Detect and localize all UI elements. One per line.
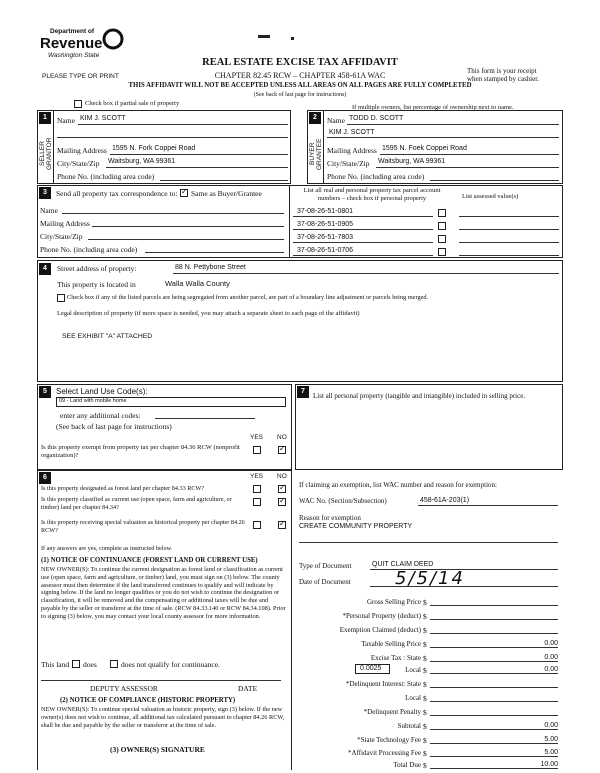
buyer-name2-value[interactable]: KIM J. SCOTT xyxy=(329,129,375,136)
excise-local-value[interactable]: 0.00 xyxy=(544,666,558,673)
total-row-line xyxy=(430,673,558,674)
local-rate-value: 0.0025 xyxy=(360,665,382,672)
s3-city-line xyxy=(88,239,284,240)
s6-no-header: NO xyxy=(277,473,287,480)
notice-2-title: (2) NOTICE OF COMPLIANCE (HISTORIC PROPERTY) xyxy=(60,697,236,704)
street-line xyxy=(173,273,559,274)
parcel-line xyxy=(293,255,433,256)
s3-phone-label: Phone No. (including area code) xyxy=(40,245,138,254)
currency-sign: $ xyxy=(423,736,427,745)
total-row-line xyxy=(430,661,558,662)
historic-question: Is this property receiving special valuation as historical property per chapter 84.26 RCW? xyxy=(41,519,245,534)
total-row-label: *Personal Property (deduct) xyxy=(342,612,421,620)
personal-property-label: List all personal property (tangible and intangible) included in selling price. xyxy=(313,392,526,400)
total-row-label: Subtotal xyxy=(397,722,421,730)
parcel-header-1: List all real and personal property tax parcel account xyxy=(303,187,441,194)
seller-city-label: City/State/Zip xyxy=(57,159,100,168)
seller-address-value[interactable]: 1595 N. Fork Coppei Road xyxy=(112,145,196,152)
same-as-buyer-checkbox[interactable] xyxy=(180,189,188,197)
parcel-line xyxy=(293,229,433,230)
total-row-line xyxy=(430,768,558,769)
street-label: Street address of property: xyxy=(57,264,137,273)
buyer-city-value[interactable]: Waitsburg, WA 99361 xyxy=(378,158,446,165)
exhibit-value[interactable]: SEE EXHIBIT "A" ATTACHED xyxy=(62,333,153,340)
total-row-label: *Delinquent Interest: State xyxy=(345,680,421,688)
street-value[interactable]: 88 N. Pettybone Street xyxy=(175,264,246,271)
deputy-date-label: DATE xyxy=(238,684,258,693)
land-use-see-back: (See back of last page for instructions) xyxy=(56,422,172,431)
forest-yes-checkbox[interactable] xyxy=(253,485,261,493)
form-warning: THIS AFFIDAVIT WILL NOT BE ACCEPTED UNLESS ALL AREAS ON ALL PAGES ARE FULLY COMPLETED xyxy=(128,82,472,89)
buyer-phone-line xyxy=(430,180,559,181)
if-yes-note: If any answers are yes, complete as instructed below. xyxy=(41,545,173,552)
buyer-phone-label: Phone No. (including area code) xyxy=(327,172,425,181)
total-row-line xyxy=(430,647,558,648)
parcel-personal-checkbox[interactable] xyxy=(438,222,446,230)
total-row-label: Gross Selling Price xyxy=(366,598,421,606)
tech-fee-value[interactable]: 5.00 xyxy=(544,736,558,743)
section-1-divider xyxy=(53,110,54,184)
land-use-value: 09 - Land with mobile home xyxy=(59,398,127,404)
total-row-label: Local xyxy=(405,666,421,674)
historic-no-checkbox[interactable] xyxy=(278,521,286,529)
section-1-number: 1 xyxy=(39,112,51,124)
seller-name-label: Name xyxy=(57,116,75,125)
currency-sign: $ xyxy=(423,761,427,770)
seller-city-line xyxy=(106,167,288,168)
total-row-line xyxy=(430,701,558,702)
same-as-buyer-label: Same as Buyer/Grantee xyxy=(191,189,262,198)
current-use-yes-checkbox[interactable] xyxy=(253,498,261,506)
section-3-number: 3 xyxy=(39,187,51,199)
total-row-line xyxy=(430,715,558,716)
wac-value[interactable]: 458-61A-203(1) xyxy=(420,497,470,504)
section-7-number: 7 xyxy=(297,386,309,398)
seller-name-line-2 xyxy=(57,137,288,138)
land-use-label: Select Land Use Code(s): xyxy=(56,387,148,396)
total-due-value[interactable]: 10.00 xyxy=(540,761,558,768)
form-title: REAL ESTATE EXCISE TAX AFFIDAVIT xyxy=(202,57,398,68)
exempt-question: Is this property exempt from property tax per chapter 84.36 RCW (nonprofit organization)? xyxy=(41,444,240,459)
currency-sign: $ xyxy=(423,640,427,649)
local-rate-box[interactable] xyxy=(355,664,390,674)
total-row-line xyxy=(430,756,558,757)
exempt-no-checkbox[interactable] xyxy=(278,446,286,454)
total-row-line xyxy=(430,729,558,730)
s3-address-label: Mailing Address xyxy=(40,219,90,228)
total-row-line xyxy=(430,687,558,688)
notice-2-body: NEW OWNER(S): To continue special valuation as historic property, sign (3) below. If the new owner(s) does not wish to continue, all additional tax calculated pursuant to chapter 84.26 RCW, shall be due and payable by the seller or transferor at the time of sale. xyxy=(41,706,285,729)
this-land-label: This land xyxy=(41,660,70,669)
seller-address-line xyxy=(110,154,288,155)
total-row-line xyxy=(430,605,558,606)
parcel-personal-checkbox[interactable] xyxy=(438,248,446,256)
s5-no-header: NO xyxy=(277,434,287,441)
s3-city-label: City/State/Zip xyxy=(40,232,83,241)
section-6-number: 6 xyxy=(39,472,51,484)
subtotal-value[interactable]: 0.00 xyxy=(544,722,558,729)
s6-yes-header: YES xyxy=(250,473,264,480)
please-type: PLEASE TYPE OR PRINT xyxy=(42,73,119,80)
taxable-price-value[interactable]: 0.00 xyxy=(544,640,558,647)
notice-1-title: (1) NOTICE OF CONTINUANCE (FOREST LAND OR CURRENT USE) xyxy=(41,557,258,564)
seller-side-label: SELLER GRANTOR xyxy=(39,137,53,171)
currency-sign: $ xyxy=(423,680,427,689)
partial-sale-checkbox[interactable] xyxy=(74,100,82,108)
current-use-no-checkbox[interactable] xyxy=(278,498,286,506)
currency-sign: $ xyxy=(423,694,427,703)
doc-type-label: Type of Document xyxy=(299,562,352,570)
total-row-line xyxy=(430,619,558,620)
s3-phone-line xyxy=(145,252,284,253)
doc-date-label: Date of Document xyxy=(299,578,351,586)
current-use-question: Is this property classified as current use (open space, farm and agriculture, or timber) land per chapter 84.34? xyxy=(41,496,232,511)
reason-line xyxy=(299,542,558,543)
buyer-name-label: Name xyxy=(327,116,345,125)
exempt-yes-checkbox[interactable] xyxy=(253,446,261,454)
parcel-row[interactable]: 37-08-26-51-0706 xyxy=(297,247,354,254)
buyer-side-label: BUYER GRANTEE xyxy=(309,138,323,170)
wac-line xyxy=(418,505,558,506)
s3-name-line xyxy=(62,213,284,214)
forest-no-checkbox[interactable] xyxy=(278,485,286,493)
buyer-name-value[interactable]: TODD D. SCOTT xyxy=(349,115,404,122)
section-3-divider xyxy=(289,185,290,258)
receipt-note-2: when stamped by cashier. xyxy=(467,75,539,83)
receipt-note-1: This form is your receipt xyxy=(467,67,537,75)
reason-value[interactable]: CREATE COMMUNITY PROPERTY xyxy=(299,523,413,530)
total-row-label: Total Due xyxy=(393,761,421,769)
forest-question: Is this property designated as forest land per chapter 84.33 RCW? xyxy=(41,485,205,492)
see-back-note: (See back of last page for instructions) xyxy=(253,92,347,98)
currency-sign: $ xyxy=(423,626,427,635)
land-does-label: does xyxy=(83,660,97,669)
total-row-label: Taxable Selling Price xyxy=(361,640,421,648)
parcel-personal-checkbox[interactable] xyxy=(438,209,446,217)
doc-type-value[interactable]: QUIT CLAIM DEED xyxy=(372,561,434,568)
scan-mark xyxy=(258,35,270,38)
send-correspondence-label: Send all property tax correspondence to: xyxy=(56,189,178,198)
section-4-box xyxy=(37,260,563,382)
land-use-select[interactable] xyxy=(56,397,286,407)
logo-top-text: Department of xyxy=(50,28,95,35)
notice-1-body: NEW OWNER(S): To continue the current designation as forest land or classification as current use (open space, farm and agriculture, or timber) land, you must sign on (3) below. The county assessor must then determine if the land transferred continues to qualify and will indicate by signing below. If the land no longer qualifies or you do not wish to continue the designation or classification, it will be removed and the compensating or additional taxes will be due and payable by the seller or transferor at the time of sale. (RCW 84.33.140 or RCW 84.34.108). Prior to signing (3) below, you may contact your local county assessor for more information. xyxy=(41,566,286,620)
multiple-owners-note: If multiple owners, list percentage of ownership next to name. xyxy=(352,104,514,111)
buyer-address-value[interactable]: 1595 N. Foek Coppei Road xyxy=(382,145,467,152)
seller-phone-label: Phone No. (including area code) xyxy=(57,172,155,181)
parcel-row[interactable]: 37-08-26-51-0801 xyxy=(297,208,354,215)
historic-yes-checkbox[interactable] xyxy=(253,521,261,529)
partial-sale-label: Check box if partial sale of property xyxy=(85,100,180,107)
currency-sign: $ xyxy=(423,722,427,731)
doc-date-line xyxy=(370,586,558,587)
section-4-number: 4 xyxy=(39,263,51,275)
seller-address-label: Mailing Address xyxy=(57,146,107,155)
parcel-line xyxy=(293,216,433,217)
wac-label: WAC No. (Section/Subsection) xyxy=(299,497,387,505)
assessed-line xyxy=(459,216,559,217)
buyer-city-label: City/State/Zip xyxy=(327,159,370,168)
buyer-address-line xyxy=(380,154,559,155)
total-row-label: Excise Tax : State xyxy=(370,654,421,662)
currency-sign: $ xyxy=(423,749,427,758)
form-chapter: CHAPTER 82.45 RCW – CHAPTER 458-61A WAC xyxy=(214,71,386,80)
assessed-line xyxy=(459,255,559,256)
total-row-label: *Affidavit Processing Fee xyxy=(348,749,421,757)
buyer-address-label: Mailing Address xyxy=(327,146,377,155)
logo-swirl-icon xyxy=(102,28,124,50)
deputy-assessor-label: DEPUTY ASSESSOR xyxy=(90,684,158,693)
segregated-label: Check box if any of the listed parcels are being segregated from another parcel, are part of a boundary line adjustment or parcels being merged. xyxy=(67,294,429,301)
land-does-not-checkbox[interactable] xyxy=(110,660,118,668)
currency-sign: $ xyxy=(423,708,427,717)
currency-sign: $ xyxy=(423,612,427,621)
total-row-line xyxy=(430,743,558,744)
parcel-row[interactable]: 37-08-26-51-7803 xyxy=(297,234,354,241)
logo-sub-text: Washington State xyxy=(48,52,100,59)
seller-name-value[interactable]: KIM J. SCOTT xyxy=(80,115,126,122)
revenue-logo xyxy=(38,28,133,70)
total-row-line xyxy=(430,633,558,634)
excise-state-value[interactable]: 0.00 xyxy=(544,654,558,661)
total-row-label: *Delinquent Penalty xyxy=(363,708,421,716)
seller-city-value[interactable]: Waitsburg, WA 99361 xyxy=(108,158,176,165)
parcel-line xyxy=(293,242,433,243)
additional-codes-label: enter any additional codes: xyxy=(60,411,141,420)
logo-main-text: Revenue xyxy=(40,35,103,52)
notice-3-title: (3) OWNER(S) SIGNATURE xyxy=(110,745,205,754)
assessed-line xyxy=(459,229,559,230)
parcel-row[interactable]: 37-08-26-51-0905 xyxy=(297,221,354,228)
currency-sign: $ xyxy=(423,666,427,675)
seller-name-line xyxy=(78,124,288,125)
land-does-checkbox[interactable] xyxy=(72,660,80,668)
county-value[interactable]: Walla Walla County xyxy=(165,279,230,288)
deputy-signature-line xyxy=(41,680,281,681)
parcel-personal-checkbox[interactable] xyxy=(438,235,446,243)
buyer-name-line xyxy=(347,124,559,125)
segregated-checkbox[interactable] xyxy=(57,294,65,302)
assessed-header: List assessed value(s) xyxy=(462,193,519,200)
total-row-label: Local xyxy=(405,694,421,702)
buyer-name2-line xyxy=(327,137,559,138)
buyer-city-line xyxy=(376,167,559,168)
section-2-number: 2 xyxy=(309,112,321,124)
doc-date-value[interactable]: 5/5/14 xyxy=(395,568,465,589)
s5-yes-header: YES xyxy=(250,434,264,441)
currency-sign: $ xyxy=(423,654,427,663)
section-2-divider xyxy=(323,110,324,184)
currency-sign: $ xyxy=(423,598,427,607)
seller-phone-line xyxy=(160,180,288,181)
legal-description-label: Legal description of property (if more space is needed, you may attach a separate sheet to each page of the affidavit) xyxy=(57,310,360,317)
total-row-label: Exemption Claimed (deduct) xyxy=(339,626,421,634)
exemption-label: If claiming an exemption, list WAC number and reason for exemption: xyxy=(299,481,497,489)
parcel-header-2: numbers – check box if personal property xyxy=(317,195,427,202)
assessed-line xyxy=(459,242,559,243)
s3-address-line xyxy=(92,226,284,227)
scan-dot xyxy=(291,37,294,40)
reason-label: Reason for exemption xyxy=(299,514,361,522)
additional-codes-line xyxy=(155,418,255,419)
total-row-label: *State Technology Fee xyxy=(357,736,421,744)
land-does-not-label: does not qualify for continuance. xyxy=(121,660,220,669)
located-label: This property is located in xyxy=(57,280,136,289)
processing-fee-value[interactable]: 5.00 xyxy=(544,749,558,756)
section-5-number: 5 xyxy=(39,386,51,398)
s3-name-label: Name xyxy=(40,206,58,215)
